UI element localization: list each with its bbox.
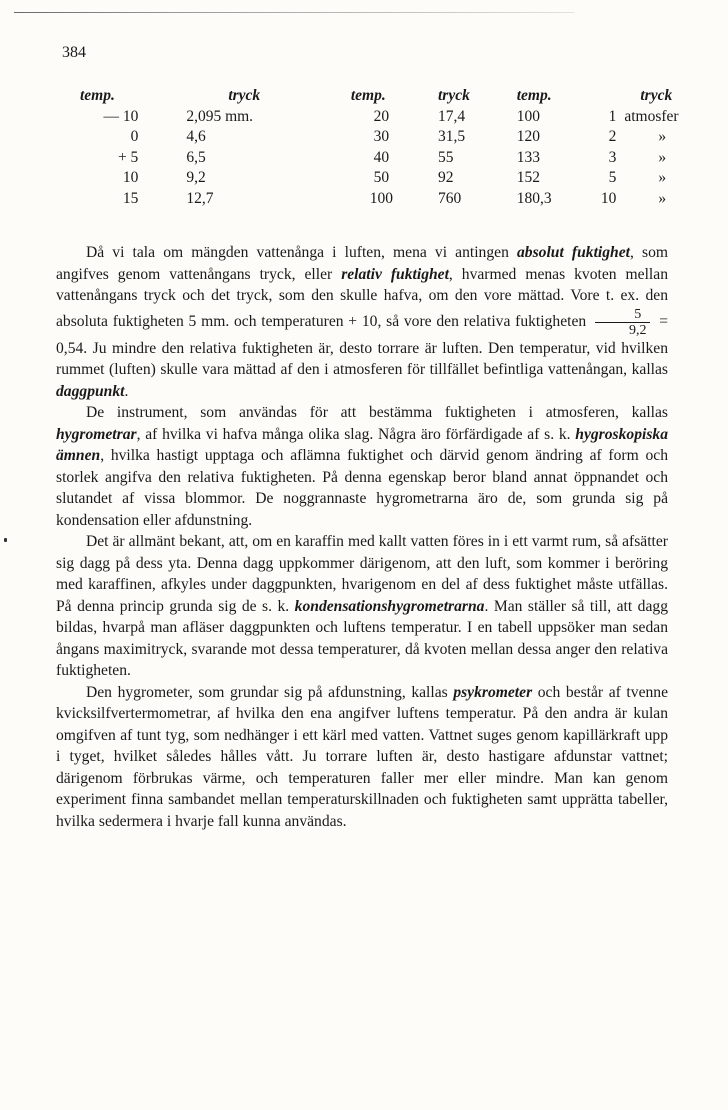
table-cell: 17,4	[437, 107, 466, 125]
text-run: , hvilka hastigt upptaga och aflämna fuktighet och därvid genom ändring af form och storlek angifva den relativa fuktigheten. På denna egenskap beror bland annat öppnandet och slutandet af vissa blommor. De noggrannaste hygrometrarna äro de, som grunda sig på kondensation eller afdunstning.	[56, 447, 668, 529]
table-cell: 2,095 mm.	[186, 107, 254, 125]
table-cell: 1	[608, 107, 617, 125]
vapor-pressure-table	[56, 86, 728, 209]
paragraph-hygrometers	[56, 402, 668, 531]
table-cell: »	[658, 189, 667, 207]
table-row	[56, 168, 728, 189]
text-run: De instrument, som användas för att bestämma fuktigheten i atmosferen, kallas	[86, 404, 668, 421]
table-cell: 50	[373, 169, 390, 186]
table-cell: 3	[608, 148, 617, 166]
table-cell: »	[658, 169, 667, 186]
table-cell: 30	[373, 128, 390, 145]
table-cell: 10	[600, 189, 617, 207]
table-cell: 100	[516, 107, 540, 125]
text-run: = 0,54. Ju mindre den relativa fuktigheten är, desto torrare är luften. Den temperatur, vid hvilken rummet (luften) skulle vara mättad af den i atmosferen för tillfället befintliga vattenångan, kallas	[56, 312, 668, 378]
table-cell: 9,2	[186, 169, 206, 186]
term-absolut-fuktighet: absolut fuktighet	[517, 244, 630, 261]
text-run: Den hygrometer, som grundar sig på afdunstning, kallas	[86, 683, 454, 701]
table-cell: 55	[437, 148, 454, 166]
table-cell: 5	[608, 169, 617, 186]
term-kondensationshygrometrarna: kondensationshygrometrarna	[294, 597, 485, 615]
page-number: 384	[62, 44, 86, 61]
table-cell: 4,6	[186, 128, 206, 145]
table-cell: 2	[608, 128, 617, 145]
table-header: temp.	[516, 87, 552, 104]
table-header: temp.	[350, 87, 386, 104]
table-row	[56, 107, 728, 128]
table-row	[56, 148, 728, 169]
paragraph-humidity-definition	[56, 242, 668, 402]
table-cell: »	[658, 148, 667, 166]
margin-speck	[4, 538, 7, 542]
term-relativ-fuktighet: relativ fuktighet	[341, 265, 449, 283]
text-run: .	[124, 382, 129, 400]
text-run: Då vi tala om mängden vattenånga i luften, mena vi antingen	[86, 244, 517, 261]
fraction	[595, 307, 651, 338]
text-run: , som angifves genom vattenångans tryck, eller	[56, 244, 669, 283]
fraction-numerator: 5	[595, 307, 651, 323]
table-cell: 133	[516, 148, 540, 166]
table-header: tryck	[640, 87, 673, 104]
text-run: Det är allmänt bekant, att, om en karaffin med kallt vatten föres in i ett varmt rum, så afsätter sig dagg på dess yta. Denna dagg uppkommer därigenom, att den luft, som kommer i beröring med karaffinen, afkyles under daggpunkten, hvarigenom en del af dess fuktighet måste utfällas. På denna princip grunda sig de s. k.	[56, 533, 668, 615]
table-cell: 92	[437, 169, 454, 186]
table-row	[56, 189, 728, 210]
table-cell: 31,5	[437, 128, 466, 145]
table-header: tryck	[228, 87, 261, 104]
table-header-row	[56, 86, 728, 107]
table-cell: 120	[516, 128, 540, 145]
table-row	[56, 127, 728, 148]
fraction-denominator: 9,2	[628, 322, 647, 338]
table-cell: 15	[122, 189, 139, 207]
term-hygroskopiska-amnen: hygroskopiska ämnen	[56, 425, 668, 464]
table-cell: 12,7	[186, 189, 214, 207]
table-cell: 0	[130, 128, 139, 145]
table-cell: 180,3	[516, 189, 552, 207]
text-run: och består af tvenne kvicksilfvertermometrar, af hvilka den ena angifver luftens temperatur. På den andra är kulan omgifven af tunt tyg, som nedhänger i ett kärl med vatten. Vattnet suges genom kapillärkraft upp i tyget, hvilket således hålles vått. Ju torrare luften är, desto hastigare afdunstar vattnet; därigenom förbrukas värme, och temperaturen faller mer eller mindre. Man kan genom experiment finna sambandet mellan temperaturskillnaden och fuktigheten samt upprätta tabeller, hvilka sedermera i hvarje fall kunna användas.	[56, 683, 669, 830]
table-header: temp.	[80, 87, 115, 104]
paragraph-psychrometer	[56, 682, 668, 833]
table-cell: »	[658, 128, 667, 145]
table-cell: 6,5	[186, 148, 206, 166]
text-run: , hvarmed menas kvoten mellan vattenångans tryck och det tryck, som den skulle hafva, om den vore mättad. Vore t. ex. den absoluta fuktigheten 5 mm. och temperaturen + 10, så vore den relativa fuktigheten	[56, 265, 668, 330]
table-cell: 10	[122, 169, 139, 186]
table-header	[589, 86, 616, 107]
table-header: tryck	[437, 87, 470, 104]
term-hygrometrar: hygrometrar	[56, 425, 137, 443]
table-cell: — 10	[103, 107, 139, 125]
table-cell: + 5	[117, 148, 139, 166]
table-cell: 100	[369, 189, 394, 207]
table-cell: 760	[437, 189, 462, 207]
table-cell: atmosfer	[624, 107, 679, 125]
text-run: , af hvilka vi hafva många olika slag. Några äro förfärdigade af s. k.	[136, 425, 576, 443]
term-psykrometer: psykrometer	[453, 683, 533, 701]
term-daggpunkt: daggpunkt	[56, 382, 125, 400]
table-cell: 40	[373, 148, 390, 166]
table-cell: 20	[373, 107, 390, 125]
body-text	[56, 242, 668, 832]
top-edge-rule	[14, 12, 574, 13]
text-run: . Man ställer så till, att dagg bildas, hvarpå man afläser daggpunkten och luftens temperatur. I en tabell uppsöker man sedan ångans maximitryck, svarande mot dessa temperaturer, då kvoten mellan dessa anger den relativa fuktigheten.	[56, 597, 668, 679]
paragraph-condensation	[56, 531, 668, 682]
table-cell: 152	[516, 169, 540, 186]
